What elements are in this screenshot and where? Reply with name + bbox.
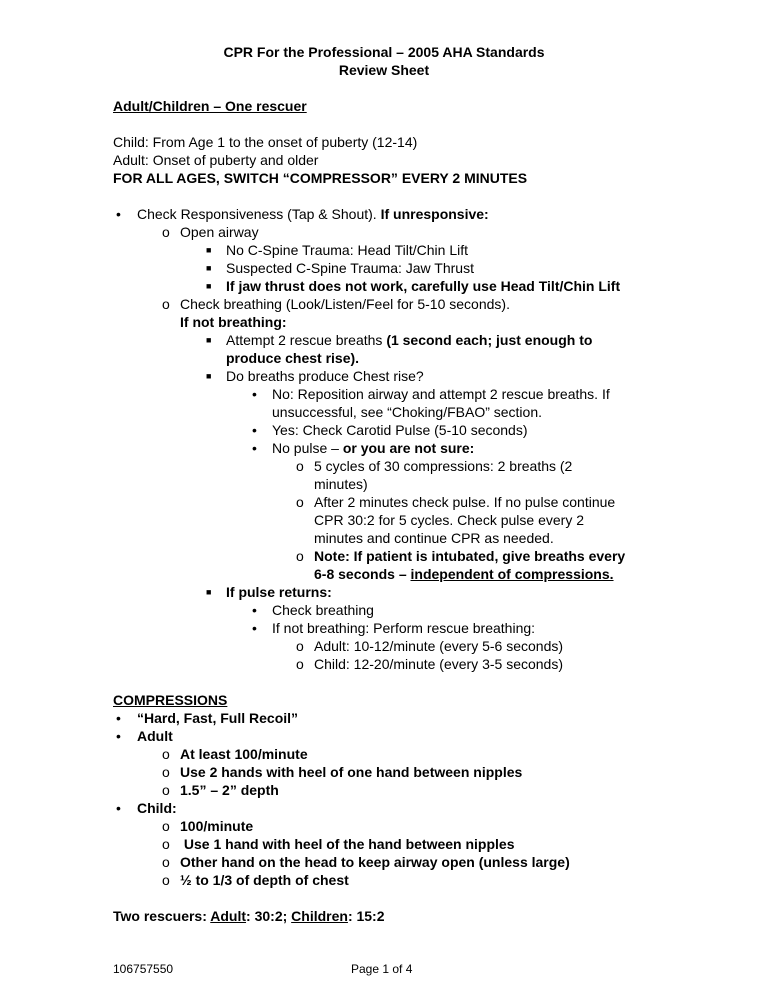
child-compression-item: ½ to 1/3 of depth of chest — [180, 872, 349, 888]
bullet-dot-icon: • — [116, 728, 121, 744]
check-breathing: Check breathing (Look/Listen/Feel for 5-10 seconds). — [180, 296, 510, 312]
bullet-square-icon: ■ — [206, 371, 212, 381]
bullet-square-icon: ■ — [206, 335, 212, 345]
child-compression-item: 100/minute — [180, 818, 254, 834]
check-breathing-again: Check breathing — [272, 602, 374, 618]
bullet-dot-icon: • — [252, 422, 257, 438]
open-airway: Open airway — [180, 224, 259, 240]
bullet-circle-icon: o — [162, 296, 170, 312]
bullet-dot-icon: • — [252, 440, 257, 456]
bullet-circle-icon: o — [162, 818, 170, 834]
bullet-square-icon: ■ — [206, 587, 212, 597]
bullet-square-icon: ■ — [206, 245, 212, 255]
child-definition: Child: From Age 1 to the onset of puberty (12-14) — [113, 134, 418, 150]
child-label: Child: — [137, 800, 177, 816]
bullet-dot-icon: • — [252, 620, 257, 636]
bullet-circle-icon: o — [296, 494, 304, 510]
bullet-circle-icon: o — [162, 782, 170, 798]
bullet-circle-icon: o — [162, 854, 170, 870]
bullet-circle-icon: o — [162, 746, 170, 762]
adult-label: Adult — [137, 728, 173, 744]
section-heading: Adult/Children – One rescuer — [113, 98, 307, 114]
five-cycles: 5 cycles of 30 compressions: 2 breaths (2 — [314, 458, 573, 474]
jaw-thrust-fail: If jaw thrust does not work, carefully use Head Tilt/Chin Lift — [226, 278, 621, 294]
bullet-circle-icon: o — [162, 836, 170, 852]
perform-rescue-breathing: If not breathing: Perform rescue breathing: — [272, 620, 536, 636]
bullet-circle-icon: o — [162, 224, 170, 240]
after-two-minutes: After 2 minutes check pulse. If no pulse continue — [314, 494, 616, 510]
chest-rise-question: Do breaths produce Chest rise? — [226, 368, 424, 384]
bullet-dot-icon: • — [116, 710, 121, 726]
bullet-circle-icon: o — [296, 638, 304, 654]
adult-definition: Adult: Onset of puberty and older — [113, 152, 319, 168]
bullet-dot-icon: • — [252, 386, 257, 402]
attempt-breaths: Attempt 2 rescue breaths (1 second each; just enough to — [226, 332, 593, 348]
intubated-note-cont: 6-8 seconds – independent of compressions. — [314, 566, 614, 582]
bullet-circle-icon: o — [162, 872, 170, 888]
bullet-dot-icon: • — [116, 800, 121, 816]
no-cspine: No C-Spine Trauma: Head Tilt/Chin Lift — [226, 242, 468, 258]
bullet-square-icon: ■ — [206, 263, 212, 273]
bullet-dot-icon: • — [116, 206, 121, 222]
child-compression-item: Use 1 hand with heel of the hand between nipples — [180, 836, 515, 852]
child-rate: Child: 12-20/minute (every 3-5 seconds) — [314, 656, 564, 672]
bullet-circle-icon: o — [162, 764, 170, 780]
if-not-breathing: If not breathing: — [180, 314, 287, 330]
if-pulse-returns: If pulse returns: — [226, 584, 332, 600]
document-id: 106757550 — [113, 962, 174, 976]
attempt-breaths-cont: produce chest rise). — [226, 350, 360, 366]
compressions-heading: COMPRESSIONS — [113, 692, 228, 708]
bullet-square-icon: ■ — [206, 281, 212, 291]
two-rescuers: Two rescuers: Adult: 30:2; Children: 15:2 — [113, 908, 385, 924]
after-two-minutes-cont: CPR 30:2 for 5 cycles. Check pulse every 2 — [314, 512, 585, 528]
intubated-note: Note: If patient is intubated, give breaths every — [314, 548, 626, 564]
suspected-cspine: Suspected C-Spine Trauma: Jaw Thrust — [226, 260, 474, 276]
adult-rate: Adult: 10-12/minute (every 5-6 seconds) — [314, 638, 564, 654]
adult-compression-item: At least 100/minute — [180, 746, 308, 762]
page-subtitle: Review Sheet — [338, 62, 430, 78]
page-number: Page 1 of 4 — [351, 962, 413, 976]
adult-compression-item: 1.5” – 2” depth — [180, 782, 279, 798]
bullet-circle-icon: o — [296, 548, 304, 564]
bullet-circle-icon: o — [296, 656, 304, 672]
five-cycles-cont: minutes) — [314, 476, 368, 492]
bullet-dot-icon: • — [252, 602, 257, 618]
switch-note: FOR ALL AGES, SWITCH “COMPRESSOR” EVERY 2 MINUTES — [113, 170, 528, 186]
bullet-circle-icon: o — [296, 458, 304, 474]
no-reposition-cont: unsuccessful, see “Choking/FBAO” section. — [272, 404, 543, 420]
after-two-minutes-cont2: minutes and continue CPR as needed. — [314, 530, 554, 546]
no-pulse: No pulse – or you are not sure: — [272, 440, 475, 456]
yes-check-pulse: Yes: Check Carotid Pulse (5-10 seconds) — [272, 422, 528, 438]
compressions-motto: “Hard, Fast, Full Recoil” — [137, 710, 299, 726]
adult-compression-item: Use 2 hands with heel of one hand between nipples — [180, 764, 523, 780]
page-title: CPR For the Professional – 2005 AHA Standards — [223, 44, 545, 60]
child-compression-item: Other hand on the head to keep airway open (unless large) — [180, 854, 570, 870]
no-reposition: No: Reposition airway and attempt 2 rescue breaths. If — [272, 386, 610, 402]
check-responsiveness: Check Responsiveness (Tap & Shout). If unresponsive: — [137, 206, 489, 222]
